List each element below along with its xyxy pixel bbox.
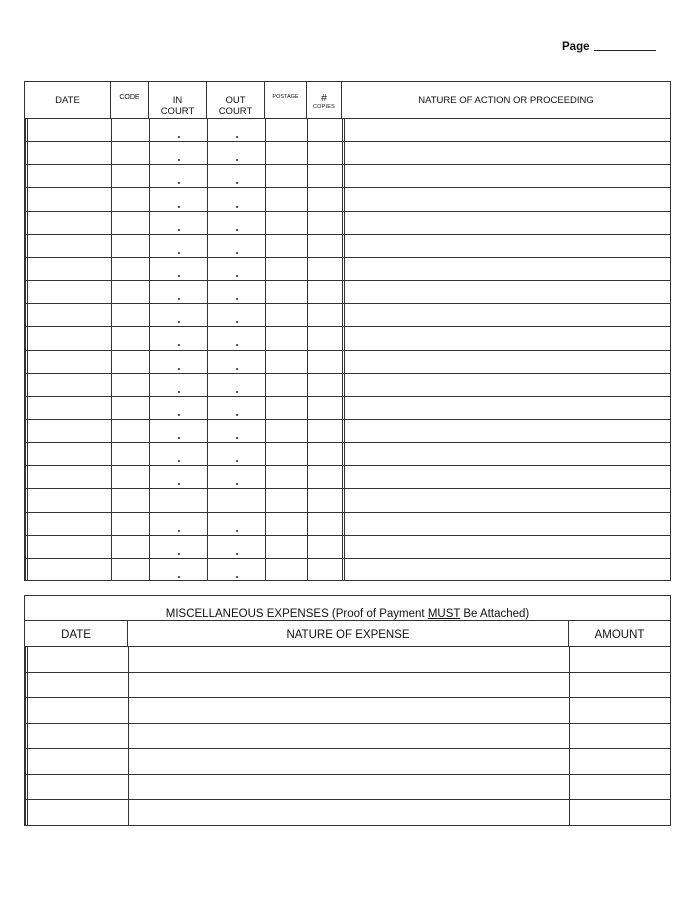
decimal-point	[178, 159, 180, 161]
row-divider	[25, 187, 670, 188]
decimal-point	[236, 414, 238, 416]
header-postage: POSTAGE	[265, 82, 307, 118]
decimal-point	[236, 368, 238, 370]
log-table-body[interactable]	[25, 118, 670, 580]
decimal-point	[178, 391, 180, 393]
row-divider	[25, 211, 670, 212]
misc-row-divider	[25, 774, 670, 775]
decimal-point	[178, 344, 180, 346]
decimal-point	[178, 576, 180, 578]
header-date: DATE	[25, 82, 111, 118]
decimal-point	[236, 483, 238, 485]
row-divider	[25, 326, 670, 327]
row-divider	[25, 465, 670, 466]
row-divider	[25, 419, 670, 420]
row-divider	[25, 350, 670, 351]
row-divider	[25, 280, 670, 281]
must-emphasis: MUST	[427, 608, 461, 620]
misc-expenses-body[interactable]	[25, 646, 670, 825]
page-number-label: Page	[562, 41, 590, 53]
decimal-point	[236, 344, 238, 346]
misc-row-divider	[25, 723, 670, 724]
decimal-point	[236, 298, 238, 300]
decimal-point	[236, 252, 238, 254]
decimal-point	[236, 182, 238, 184]
decimal-point	[178, 368, 180, 370]
decimal-point	[236, 391, 238, 393]
row-divider	[25, 535, 670, 536]
misc-header-amount: AMOUNT	[594, 629, 645, 641]
billing-log-table	[24, 81, 671, 581]
decimal-point	[178, 229, 180, 231]
misc-row-divider	[25, 697, 670, 698]
row-divider	[25, 234, 670, 235]
decimal-point	[178, 252, 180, 254]
decimal-point	[236, 206, 238, 208]
row-divider	[25, 141, 670, 142]
misc-row-divider	[25, 748, 670, 749]
decimal-point	[178, 206, 180, 208]
row-divider	[25, 257, 670, 258]
decimal-point	[178, 460, 180, 462]
decimal-point	[236, 576, 238, 578]
header-copies: # COPIES	[307, 82, 342, 118]
decimal-point	[236, 159, 238, 161]
row-divider	[25, 373, 670, 374]
decimal-point	[236, 460, 238, 462]
decimal-point	[236, 530, 238, 532]
row-divider	[25, 303, 670, 304]
header-code: CODE	[111, 82, 149, 118]
header-out-court: OUT COURT	[207, 82, 265, 118]
page-number-field[interactable]	[594, 50, 656, 51]
misc-expenses-table	[24, 595, 671, 826]
misc-header-date: DATE	[25, 621, 128, 646]
decimal-point	[178, 136, 180, 138]
decimal-point	[178, 182, 180, 184]
decimal-point	[178, 414, 180, 416]
decimal-point	[178, 275, 180, 277]
row-divider	[25, 442, 670, 443]
row-divider	[25, 558, 670, 559]
decimal-point	[178, 530, 180, 532]
misc-expenses-title: MISCELLANEOUS EXPENSES (Proof of Payment MUST Be Attached)	[25, 596, 670, 621]
decimal-point	[236, 553, 238, 555]
decimal-point	[178, 298, 180, 300]
decimal-point	[178, 553, 180, 555]
decimal-point	[178, 483, 180, 485]
decimal-point	[236, 275, 238, 277]
decimal-point	[236, 136, 238, 138]
misc-row-divider	[25, 672, 670, 673]
misc-expenses-header	[25, 621, 670, 647]
row-divider	[25, 488, 670, 489]
decimal-point	[236, 321, 238, 323]
row-divider	[25, 512, 670, 513]
misc-row-divider	[25, 799, 670, 800]
decimal-point	[236, 229, 238, 231]
log-table-header	[25, 82, 670, 119]
row-divider	[25, 164, 670, 165]
decimal-point	[178, 437, 180, 439]
decimal-point	[178, 321, 180, 323]
misc-header-nature-of-expense: NATURE OF EXPENSE	[128, 621, 569, 646]
row-divider	[25, 396, 670, 397]
header-nature-of-action: NATURE OF ACTION OR PROCEEDING	[418, 95, 594, 106]
decimal-point	[236, 437, 238, 439]
header-in-court: IN COURT	[149, 82, 207, 118]
